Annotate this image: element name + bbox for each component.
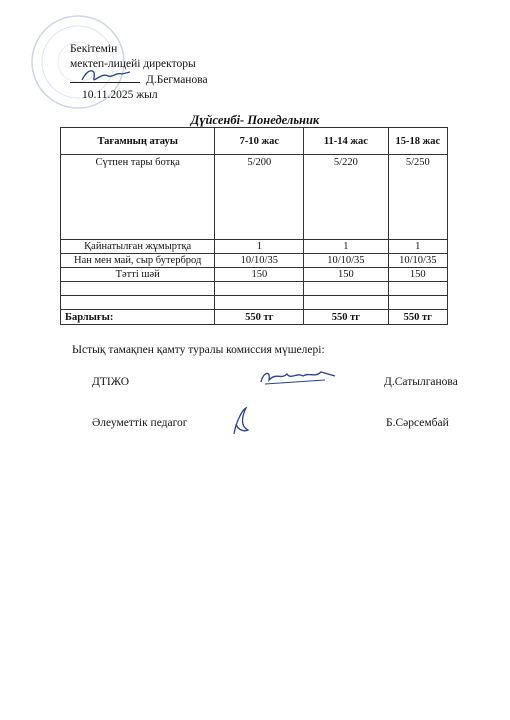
table-row-empty: [61, 282, 448, 296]
director-signature: [78, 66, 138, 86]
table-row: [61, 254, 448, 268]
total-label: Барлығы:: [61, 310, 215, 325]
portion-7-10: 150: [215, 268, 304, 282]
table-header-row: [61, 128, 448, 155]
dish-name: Тәтті шәй: [61, 268, 215, 282]
approval-date: 10.11.2025 жыл: [82, 89, 158, 101]
portion-15-18: 150: [388, 268, 447, 282]
member-signature: [228, 404, 254, 440]
member-name: Д.Сатылганова: [384, 376, 458, 388]
table-row: [61, 268, 448, 282]
approval-heading: Бекітемін: [70, 43, 118, 55]
portion-11-14: 10/10/35: [304, 254, 388, 268]
dish-name: Нан мен май, сыр бутерброд: [61, 254, 215, 268]
portion-15-18: 10/10/35: [388, 254, 447, 268]
portion-11-14: 5/220: [304, 155, 388, 240]
table-row: [61, 155, 448, 240]
portion-11-14: 1: [304, 240, 388, 254]
day-title: Дүйсенбі- Понедельник: [190, 113, 320, 127]
header-age-11-14: 11-14 жас: [304, 128, 388, 155]
total-7-10: 550 тг: [215, 310, 304, 325]
portion-7-10: 10/10/35: [215, 254, 304, 268]
header-age-7-10: 7-10 жас: [215, 128, 304, 155]
member-signature: [255, 366, 340, 388]
director-name: Д.Бегманова: [146, 74, 208, 86]
total-11-14: 550 тг: [304, 310, 388, 325]
member-name: Б.Сәрсембай: [386, 417, 449, 429]
menu-table: [60, 127, 448, 325]
table-total-row: [61, 310, 448, 325]
header-age-15-18: 15-18 жас: [388, 128, 447, 155]
portion-7-10: 1: [215, 240, 304, 254]
portion-15-18: 1: [388, 240, 447, 254]
header-dish: Тағамның атауы: [61, 128, 215, 155]
portion-11-14: 150: [304, 268, 388, 282]
approval-block: [70, 42, 208, 103]
dish-name: Сүтпен тары ботқа: [61, 155, 215, 240]
commission-title: Ыстық тамақпен қамту туралы комиссия мүшелері:: [72, 344, 325, 356]
table-row-empty: [61, 296, 448, 310]
total-15-18: 550 тг: [388, 310, 447, 325]
member-role: Әлеуметтік педагог: [92, 417, 188, 429]
approval-position: мектеп-лицейі директоры: [70, 58, 196, 70]
approval-signature-line: [70, 72, 208, 88]
dish-name: Қайнатылған жұмыртқа: [61, 240, 215, 254]
portion-7-10: 5/200: [215, 155, 304, 240]
portion-15-18: 5/250: [388, 155, 447, 240]
member-role: ДТІЖО: [92, 376, 130, 388]
table-row: [61, 240, 448, 254]
